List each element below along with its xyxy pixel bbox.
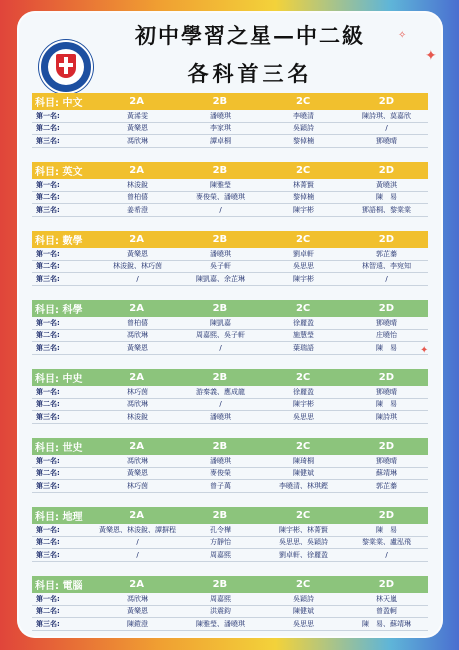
table-cell: 庄曉怡 (376, 331, 397, 340)
page-title: 初中學習之星—中二級 (135, 23, 365, 48)
table-row (32, 524, 428, 537)
table-cell: 馮欣琳 (127, 456, 148, 465)
table-cell: 陳 易 (376, 400, 397, 409)
table-cell: 黃浠雯 (127, 111, 148, 120)
class-column-header: 2C (295, 303, 311, 314)
table-cell: / (219, 205, 222, 214)
subject-section (32, 369, 428, 424)
class-column-header: 2B (212, 303, 228, 314)
rank-label: 第三名: (36, 136, 60, 145)
class-column-header: 2C (295, 372, 311, 383)
table-cell: 陳健斌 (293, 607, 314, 616)
class-column-header: 2D (378, 579, 394, 590)
rank-label: 第三名: (36, 274, 60, 283)
subject-section (32, 507, 428, 562)
class-column-header: 2D (378, 96, 394, 107)
rank-label: 第一名: (36, 249, 60, 258)
class-column-header: 2D (378, 372, 394, 383)
table-cell: 林浚銳 (127, 180, 148, 189)
table-cell: 陳宇彬、林菁賢 (279, 525, 328, 534)
rank-label: 第二名: (36, 331, 60, 340)
class-column-header: 2D (378, 441, 394, 452)
table-cell: / (136, 550, 139, 559)
class-column-header: 2B (212, 510, 228, 521)
table-row (32, 468, 428, 481)
table-cell: 黃樂恩 (127, 343, 148, 352)
page-subtitle: 各科首三名 (187, 61, 313, 86)
table-row (32, 342, 428, 355)
table-cell: 陳琦桐 (293, 456, 314, 465)
table-cell: 周嘉熙、吳子軒 (196, 331, 245, 340)
table-cell: 鄧曉晴 (376, 136, 397, 145)
table-cell: 黃樂恩 (127, 249, 148, 258)
table-cell: 林智遠、李宛知 (362, 262, 411, 271)
subject-section (32, 438, 428, 493)
section-header (32, 438, 428, 455)
rank-label: 第一名: (36, 594, 60, 603)
table-cell: 林浚銳 (127, 412, 148, 421)
table-cell: 陳詩琪、莫嘉欣 (362, 111, 411, 120)
class-column-header: 2B (212, 372, 228, 383)
table-cell: 吳思思、吳穎詩 (279, 538, 328, 547)
table-cell: / (385, 124, 388, 133)
table-cell: 周嘉熙 (210, 550, 231, 559)
subject-label: 科目: 科學 (35, 305, 83, 316)
sparkle-icon: ✦ (425, 48, 437, 64)
rank-label: 第三名: (36, 343, 60, 352)
rank-label: 第三名: (36, 205, 60, 214)
table-cell: 劉卓軒、徐麗盈 (279, 550, 328, 559)
class-column-header: 2D (378, 510, 394, 521)
class-column-header: 2B (212, 96, 228, 107)
rank-label: 第一名: (36, 180, 60, 189)
table-row (32, 192, 428, 205)
class-column-header: 2B (212, 579, 228, 590)
subject-section (32, 576, 428, 631)
class-column-header: 2A (129, 96, 144, 107)
table-cell: 陳宇彬 (293, 274, 314, 283)
table-cell: / (219, 400, 222, 409)
class-column-header: 2A (129, 234, 144, 245)
table-cell: 方靜怡 (210, 538, 231, 547)
table-cell: 潘曉琪 (210, 249, 231, 258)
table-row (32, 248, 428, 261)
table-cell: 陳凱嘉 (210, 318, 231, 327)
rank-label: 第三名: (36, 619, 60, 628)
table-cell: 游秦義、應成龍 (196, 387, 245, 396)
table-row (32, 593, 428, 606)
class-column-header: 2C (295, 165, 311, 176)
table-cell: 鄧語桐、黎棠棠 (362, 205, 411, 214)
table-cell: 吳思思 (293, 619, 314, 628)
table-cell: 曾柏僖 (127, 318, 148, 327)
rank-label: 第二名: (36, 607, 60, 616)
table-cell: 陳凱嘉、余芷琳 (196, 274, 245, 283)
table-cell: 潘曉琪 (210, 456, 231, 465)
subject-label: 科目: 電腦 (35, 581, 83, 592)
class-column-header: 2D (378, 303, 394, 314)
table-row (32, 455, 428, 468)
table-cell: 鄧曉晴 (376, 387, 397, 396)
table-cell: 姜希澄 (127, 205, 148, 214)
table-cell: 黃樂恩 (127, 124, 148, 133)
table-cell: 葉瑞語 (293, 343, 314, 352)
table-cell: 郭芷蓁 (376, 249, 397, 258)
subject-section (32, 93, 428, 148)
table-cell: 陳 易 (376, 193, 397, 202)
subject-label: 科目: 英文 (35, 167, 83, 178)
table-cell: 黎棠棠、盧泓飛 (362, 538, 411, 547)
table-cell: 曾子萬 (210, 481, 231, 490)
table-cell: 潘曉琪 (210, 412, 231, 421)
table-row (32, 386, 428, 399)
sparkle-icon: ✧ (398, 30, 407, 41)
table-cell: 譚卓桐 (210, 136, 231, 145)
rank-label: 第二名: (36, 262, 60, 271)
table-cell: 黃樂恩 (127, 469, 148, 478)
sparkle-icon: ✦ (420, 345, 429, 356)
table-cell: 馮欣琳 (127, 400, 148, 409)
subject-label: 科目: 中文 (35, 98, 83, 109)
table-row (32, 123, 428, 136)
table-cell: 陳 易、蘇靖琳 (362, 619, 411, 628)
subject-section (32, 231, 428, 286)
table-row (32, 330, 428, 343)
section-header (32, 93, 428, 110)
subject-section (32, 300, 428, 355)
table-cell: 林巧茵 (127, 387, 148, 396)
table-cell: 林巧茵 (127, 481, 148, 490)
table-cell: 吳思思 (293, 262, 314, 271)
table-cell: 李曉清、林琪鏗 (279, 481, 328, 490)
table-cell: 李家琪 (210, 124, 231, 133)
table-cell: 周嘉熙 (210, 594, 231, 603)
subject-label: 科目: 地理 (35, 512, 83, 523)
table-cell: 潘曉琪 (210, 111, 231, 120)
table-cell: 陳 易 (376, 343, 397, 352)
table-cell: 林菁賢 (293, 180, 314, 189)
table-row (32, 179, 428, 192)
rank-label: 第二名: (36, 400, 60, 409)
table-cell: 曾柏僖 (127, 193, 148, 202)
table-cell: 孔令樺 (210, 525, 231, 534)
table-cell: 馮欣琳 (127, 136, 148, 145)
table-cell: 吳穎詩 (293, 594, 314, 603)
table-cell: 陳宇彬 (293, 400, 314, 409)
table-cell: 陳雅瑩 (210, 180, 231, 189)
table-cell: 曾盈軻 (376, 607, 397, 616)
class-column-header: 2C (295, 441, 311, 452)
table-row (32, 261, 428, 274)
table-row (32, 399, 428, 412)
class-column-header: 2B (212, 441, 228, 452)
table-cell: 黃樂恩、林浚銳、譚摒程 (99, 525, 176, 534)
rank-label: 第一名: (36, 111, 60, 120)
table-cell: 林浚銳、林巧茵 (113, 262, 162, 271)
rank-label: 第二名: (36, 469, 60, 478)
rank-label: 第一名: (36, 525, 60, 534)
class-column-header: 2C (295, 96, 311, 107)
class-column-header: 2B (212, 165, 228, 176)
rank-label: 第二名: (36, 124, 60, 133)
table-row (32, 273, 428, 286)
table-row (32, 135, 428, 148)
table-cell: 黎倬楠 (293, 193, 314, 202)
class-column-header: 2A (129, 579, 144, 590)
table-cell: 麥俊榮 (210, 469, 231, 478)
table-cell: 吳穎詩 (293, 124, 314, 133)
class-column-header: 2B (212, 234, 228, 245)
rank-label: 第一名: (36, 456, 60, 465)
table-row (32, 549, 428, 562)
table-cell: 馮欣琳 (127, 594, 148, 603)
rank-label: 第一名: (36, 387, 60, 396)
table-cell: / (385, 274, 388, 283)
table-cell: 陳詩琪 (376, 412, 397, 421)
table-cell: 陳宇彬 (293, 205, 314, 214)
table-row (32, 618, 428, 631)
school-logo (39, 40, 93, 94)
table-cell: 鄧曉晴 (376, 318, 397, 327)
table-row (32, 204, 428, 217)
table-cell: 鄧曉晴 (376, 456, 397, 465)
table-cell: 吳思思 (293, 412, 314, 421)
table-row (32, 411, 428, 424)
class-column-header: 2C (295, 579, 311, 590)
table-row (32, 537, 428, 550)
table-row (32, 606, 428, 619)
table-cell: 郭芷蓁 (376, 481, 397, 490)
subject-label: 科目: 世史 (35, 443, 83, 454)
table-row (32, 317, 428, 330)
table-cell: 林天嵐 (376, 594, 397, 603)
table-cell: 李曉清 (293, 111, 314, 120)
section-header (32, 231, 428, 248)
rank-label: 第一名: (36, 318, 60, 327)
table-cell: 劉卓軒 (293, 249, 314, 258)
table-cell: 吳子軒 (210, 262, 231, 271)
rank-label: 第三名: (36, 550, 60, 559)
table-cell: 陳鎧澄 (127, 619, 148, 628)
table-cell: 徐麗盈 (293, 318, 314, 327)
section-header (32, 507, 428, 524)
table-row (32, 110, 428, 123)
table-cell: 黃樂恩 (127, 607, 148, 616)
class-column-header: 2A (129, 510, 144, 521)
table-cell: 蘇靖琳 (376, 469, 397, 478)
table-cell: 陳 易 (376, 525, 397, 534)
section-header (32, 300, 428, 317)
table-cell: 施慧瑩 (293, 331, 314, 340)
cross-shield-icon (56, 54, 76, 78)
table-cell: / (136, 538, 139, 547)
class-column-header: 2C (295, 510, 311, 521)
subject-label: 科目: 中史 (35, 374, 83, 385)
table-cell: 陳健斌 (293, 469, 314, 478)
table-cell: 黎倬楠 (293, 136, 314, 145)
section-header (32, 576, 428, 593)
rank-label: 第三名: (36, 481, 60, 490)
class-column-header: 2A (129, 165, 144, 176)
class-column-header: 2C (295, 234, 311, 245)
class-column-header: 2A (129, 441, 144, 452)
table-cell: 麥俊榮、潘曉琪 (196, 193, 245, 202)
rank-label: 第三名: (36, 412, 60, 421)
class-column-header: 2D (378, 165, 394, 176)
class-column-header: 2A (129, 372, 144, 383)
table-cell: / (385, 550, 388, 559)
subject-section (32, 162, 428, 217)
table-row (32, 480, 428, 493)
table-cell: 陳雅瑩、潘曉琪 (196, 619, 245, 628)
class-column-header: 2D (378, 234, 394, 245)
table-cell: 馮欣琳 (127, 331, 148, 340)
table-cell: / (219, 343, 222, 352)
table-cell: 洪震鈞 (210, 607, 231, 616)
section-header (32, 162, 428, 179)
section-header (32, 369, 428, 386)
table-cell: 黃曉淇 (376, 180, 397, 189)
rank-label: 第二名: (36, 538, 60, 547)
table-cell: / (136, 274, 139, 283)
class-column-header: 2A (129, 303, 144, 314)
table-cell: 徐麗盈 (293, 387, 314, 396)
subject-label: 科目: 數學 (35, 236, 83, 247)
rank-label: 第二名: (36, 193, 60, 202)
